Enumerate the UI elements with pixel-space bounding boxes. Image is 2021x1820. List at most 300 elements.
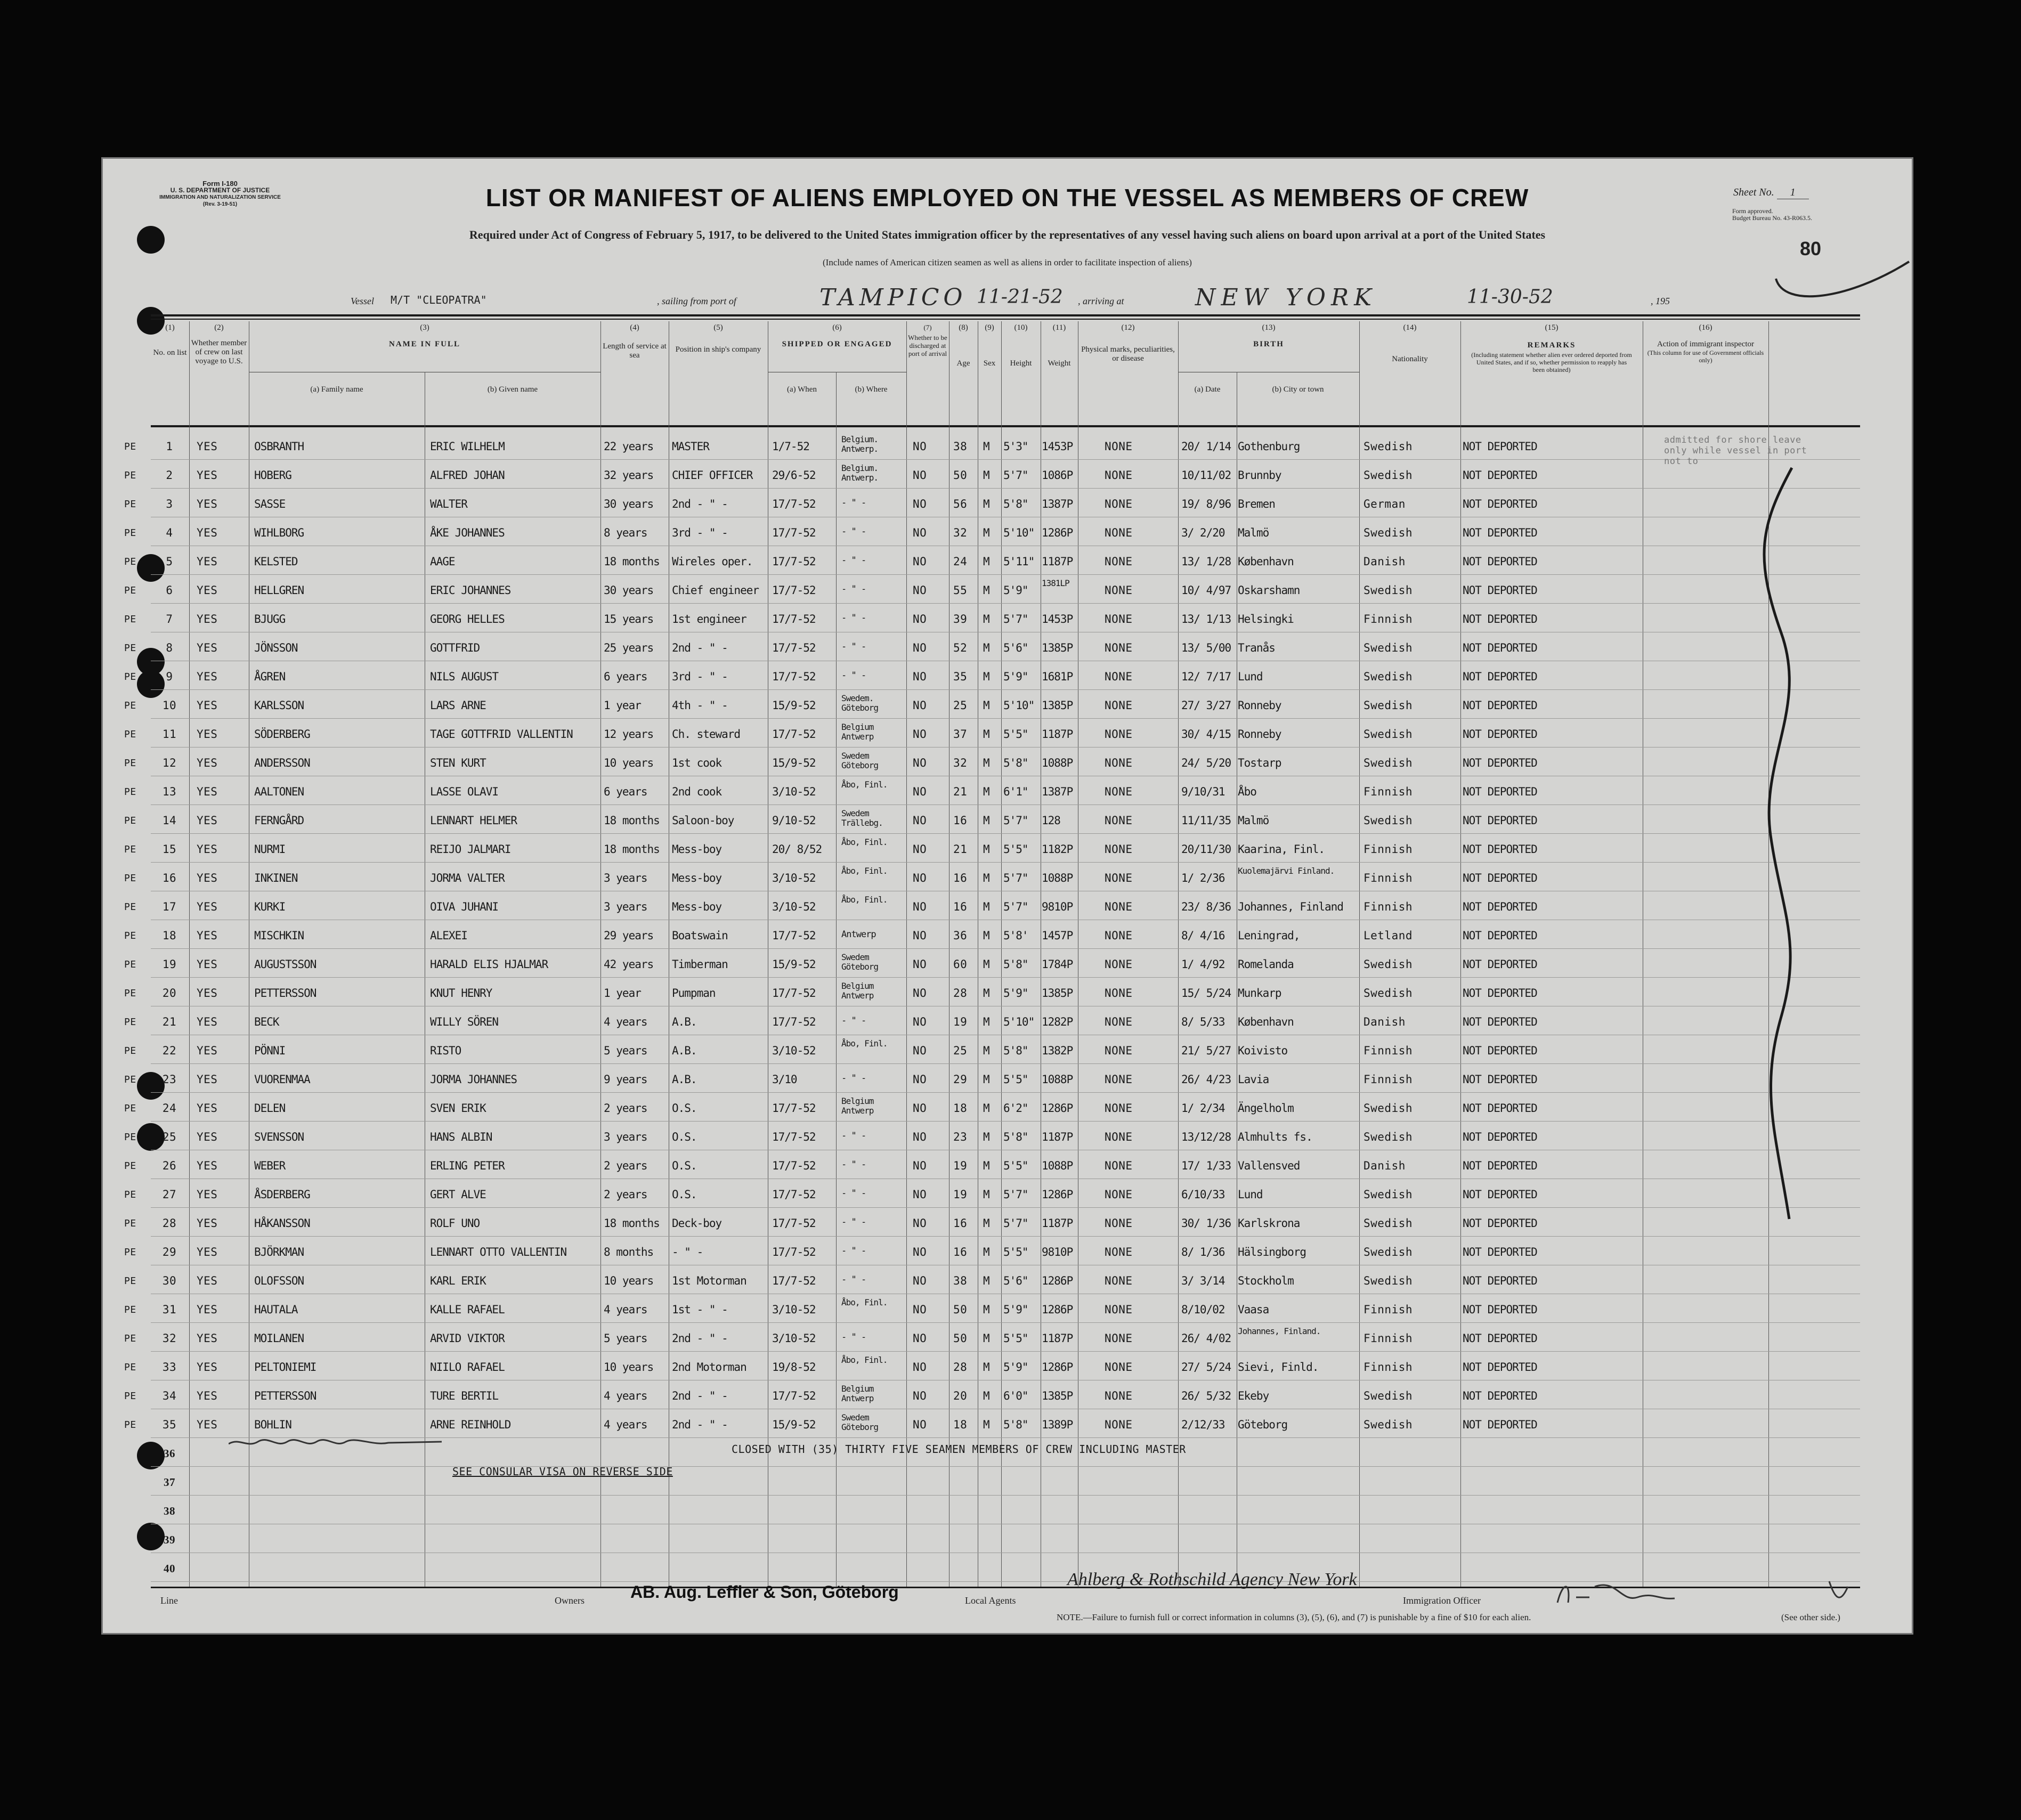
table-row-empty — [103, 1524, 1912, 1553]
cell-remarks: NOT DEPORTED — [1463, 555, 1537, 568]
form-service: IMMIGRATION AND NATURALIZATION SERVICE — [159, 194, 281, 200]
cell-when: 15/9-52 — [772, 1418, 816, 1431]
cell-bdate: 13/ 1/13 — [1181, 613, 1231, 625]
cell-service: 4 years — [604, 1390, 647, 1402]
cell-marks: NONE — [1105, 469, 1133, 482]
row-port-code: PE — [124, 844, 136, 855]
cell-n: 14 — [162, 814, 177, 827]
cell-bdate: 27/ 3/27 — [1181, 699, 1231, 712]
cell-nat: Swedish — [1363, 1246, 1413, 1258]
cell-marks: NONE — [1105, 1332, 1133, 1345]
cell-given: OIVA JUHANI — [430, 900, 499, 913]
table-row — [103, 1035, 1912, 1063]
cell-weight: 1088P — [1042, 872, 1073, 884]
cell-crew: YES — [197, 699, 218, 712]
cell-position: Mess-boy — [672, 900, 722, 913]
cell-service: 3 years — [604, 1131, 647, 1143]
table-row — [103, 718, 1912, 747]
cell-weight: 1387P — [1042, 785, 1073, 798]
cell-remarks: NOT DEPORTED — [1463, 1073, 1537, 1086]
cell-city: Göteborg — [1238, 1418, 1288, 1431]
table-row — [103, 1063, 1912, 1092]
cell-age: 28 — [953, 1361, 968, 1374]
cell-marks: NONE — [1105, 757, 1133, 769]
cell-service: 9 years — [604, 1073, 647, 1086]
cell-service: 22 years — [604, 440, 654, 453]
row-number: 40 — [164, 1562, 175, 1575]
cell-where: Swedem Trällebg. — [841, 808, 883, 828]
cell-position: MASTER — [672, 440, 709, 453]
row-port-code: PE — [124, 815, 136, 826]
cell-service: 18 months — [604, 814, 660, 827]
cell-height: 5'7" — [1003, 613, 1028, 625]
table-row — [103, 977, 1912, 1006]
cell-height: 5'8" — [1003, 1131, 1028, 1143]
cell-when: 17/7-52 — [772, 613, 816, 625]
cell-height: 6'2" — [1003, 1102, 1028, 1115]
cell-weight: 1187P — [1042, 1217, 1073, 1230]
cell-city: Helsingki — [1238, 613, 1294, 625]
row-port-code: PE — [124, 930, 136, 941]
cell-height: 5'5" — [1003, 1159, 1028, 1172]
cell-disch: NO — [913, 613, 927, 625]
cell-age: 36 — [953, 929, 968, 942]
cell-where: - " - — [841, 670, 866, 681]
manifest-sheet — [103, 159, 1912, 1633]
table-row — [103, 459, 1912, 488]
cell-height: 5'5" — [1003, 1332, 1028, 1345]
cell-given: NILS AUGUST — [430, 670, 499, 683]
row-port-code: PE — [124, 1247, 136, 1258]
cell-sex: M — [983, 1418, 991, 1431]
cell-sex: M — [983, 1015, 991, 1028]
cell-n: 25 — [162, 1131, 177, 1143]
cell-given: ERLING PETER — [430, 1159, 505, 1172]
cell-n: 5 — [166, 555, 173, 568]
cell-family: DELEN — [254, 1102, 286, 1115]
cell-when: 17/7-52 — [772, 1246, 816, 1258]
cell-disch: NO — [913, 1246, 927, 1258]
cell-position: 1st engineer — [672, 613, 746, 625]
cell-when: 17/7-52 — [772, 1131, 816, 1143]
cell-marks: NONE — [1105, 1418, 1133, 1431]
table-row — [103, 517, 1912, 546]
cell-height: 5'5" — [1003, 1246, 1028, 1258]
cell-crew: YES — [197, 843, 218, 856]
cell-where: - " - — [841, 613, 866, 623]
cell-disch: NO — [913, 498, 927, 510]
cell-crew: YES — [197, 555, 218, 568]
cell-given: GERT ALVE — [430, 1188, 486, 1201]
cell-family: PETTERSSON — [254, 987, 316, 1000]
column-header-5: (5) Position in ship's company — [675, 323, 761, 354]
cell-where: Antwerp — [841, 929, 876, 940]
cell-disch: NO — [913, 1188, 927, 1201]
cell-disch: NO — [913, 641, 927, 654]
cell-remarks: NOT DEPORTED — [1463, 1390, 1537, 1402]
column-header-2: (2) Whether member of crew on last voyage to U.S. — [191, 323, 247, 365]
column-header-14: (14) Nationality — [1392, 323, 1428, 363]
cell-weight: 1389P — [1042, 1418, 1073, 1431]
cell-crew: YES — [197, 757, 218, 769]
cell-remarks: NOT DEPORTED — [1463, 1159, 1537, 1172]
cell-sex: M — [983, 814, 991, 827]
cell-nat: Swedish — [1363, 526, 1413, 539]
cell-nat: Letland — [1363, 929, 1413, 942]
cell-sex: M — [983, 1217, 991, 1230]
cell-given: TURE BERTIL — [430, 1390, 499, 1402]
cell-weight: 1187P — [1042, 1332, 1073, 1345]
cell-disch: NO — [913, 1418, 927, 1431]
cell-given: WALTER — [430, 498, 467, 510]
cell-bdate: 3/ 3/14 — [1181, 1274, 1225, 1287]
cell-nat: Swedish — [1363, 1217, 1413, 1230]
cell-position: Saloon-boy — [672, 814, 734, 827]
cell-nat: Finnish — [1363, 1332, 1413, 1345]
cell-disch: NO — [913, 1044, 927, 1057]
cell-nat: Danish — [1363, 555, 1406, 568]
cell-bdate: 21/ 5/27 — [1181, 1044, 1231, 1057]
cell-height: 5'8" — [1003, 1418, 1028, 1431]
cell-disch: NO — [913, 1015, 927, 1028]
cell-age: 23 — [953, 1131, 968, 1143]
cell-age: 29 — [953, 1073, 968, 1086]
cell-position: O.S. — [672, 1131, 697, 1143]
cell-where: Åbo, Finl. — [841, 779, 888, 790]
cell-marks: NONE — [1105, 1246, 1133, 1258]
cell-remarks: NOT DEPORTED — [1463, 526, 1537, 539]
cell-position: Timberman — [672, 958, 728, 971]
cell-city: Ronneby — [1238, 728, 1281, 741]
cell-given: LENNART OTTO VALLENTIN — [430, 1246, 567, 1258]
cell-weight: 1187P — [1042, 728, 1073, 741]
cell-sex: M — [983, 1073, 991, 1086]
cell-bdate: 13/ 1/28 — [1181, 555, 1231, 568]
cell-marks: NONE — [1105, 1015, 1133, 1028]
cell-when: 17/7-52 — [772, 1015, 816, 1028]
cell-age: 50 — [953, 469, 968, 482]
cell-when: 15/9-52 — [772, 958, 816, 971]
cell-when: 17/7-52 — [772, 498, 816, 510]
cell-weight: 1286P — [1042, 1274, 1073, 1287]
row-port-code: PE — [124, 1189, 136, 1200]
cell-position: Deck-boy — [672, 1217, 722, 1230]
cell-height: 5'10" — [1003, 699, 1035, 712]
cell-nat: Swedish — [1363, 1418, 1413, 1431]
cell-age: 39 — [953, 613, 968, 625]
cell-family: ÅSDERBERG — [254, 1188, 310, 1201]
cell-position: 2nd - " - — [672, 1390, 728, 1402]
cell-disch: NO — [913, 555, 927, 568]
cell-weight: 1088P — [1042, 757, 1073, 769]
cell-n: 2 — [166, 469, 173, 482]
cell-crew: YES — [197, 670, 218, 683]
cell-height: 5'8" — [1003, 498, 1028, 510]
cell-sex: M — [983, 1274, 991, 1287]
cell-weight: 1187P — [1042, 1131, 1073, 1143]
cell-nat: Swedish — [1363, 469, 1413, 482]
cell-nat: Swedish — [1363, 1102, 1413, 1115]
table-top-rule — [151, 314, 1860, 316]
cell-age: 50 — [953, 1303, 968, 1316]
row-port-code: PE — [124, 643, 136, 654]
table-row — [103, 1236, 1912, 1265]
cell-family: HÅKANSSON — [254, 1217, 310, 1230]
cell-crew: YES — [197, 1303, 218, 1316]
cell-service: 1 year — [604, 987, 641, 1000]
cell-family: BJUGG — [254, 613, 286, 625]
include-note: (Include names of American citizen seamen as well as aliens in order to facilitate inspection of aliens) — [823, 257, 1192, 267]
cell-height: 5'7" — [1003, 900, 1028, 913]
cell-sex: M — [983, 670, 991, 683]
cell-service: 18 months — [604, 555, 660, 568]
cell-given: HANS ALBIN — [430, 1131, 492, 1143]
row-port-code: PE — [124, 1333, 136, 1344]
cell-age: 28 — [953, 987, 968, 1000]
cell-position: A.B. — [672, 1015, 697, 1028]
cell-position: O.S. — [672, 1102, 697, 1115]
cell-weight: 1182P — [1042, 843, 1073, 856]
cell-when: 3/10-52 — [772, 1332, 816, 1345]
cell-position: 2nd - " - — [672, 498, 728, 510]
cell-weight: 1385P — [1042, 987, 1073, 1000]
cell-when: 17/7-52 — [772, 670, 816, 683]
cell-city: Leningrad, — [1238, 929, 1300, 942]
cell-service: 4 years — [604, 1303, 647, 1316]
cell-city: Tranås — [1238, 641, 1275, 654]
cell-n: 8 — [166, 641, 173, 654]
row-port-code: PE — [124, 527, 136, 539]
cell-marks: NONE — [1105, 785, 1133, 798]
cell-city: Malmö — [1238, 526, 1269, 539]
family-name-header: (a) Family name — [310, 385, 363, 394]
cell-marks: NONE — [1105, 987, 1133, 1000]
footer-note: NOTE.—Failure to furnish full or correct information in columns (3), (5), (6), and (7) is punishable by a fine of $10 for each alien. — [1057, 1612, 1531, 1622]
cell-position: - " - — [672, 1246, 703, 1258]
column-header-10: (10) Height — [1010, 323, 1032, 368]
row-port-code: PE — [124, 700, 136, 711]
cell-weight: 1681P — [1042, 670, 1073, 683]
cell-when: 17/7-52 — [772, 1159, 816, 1172]
cell-city: Vallensved — [1238, 1159, 1300, 1172]
column-header-16: (16) Action of immigrant inspector (This column for use of Government officials only) — [1647, 323, 1764, 364]
cell-service: 2 years — [604, 1102, 647, 1115]
cell-position: 1st - " - — [672, 1303, 728, 1316]
cell-nat: Swedish — [1363, 1131, 1413, 1143]
cell-disch: NO — [913, 469, 927, 482]
row-port-code: PE — [124, 556, 136, 567]
row-port-code: PE — [124, 1132, 136, 1143]
table-row — [103, 1006, 1912, 1035]
cell-disch: NO — [913, 1303, 927, 1316]
cell-n: 10 — [162, 699, 177, 712]
cell-bdate: 13/ 5/00 — [1181, 641, 1231, 654]
column-header-9: (9) Sex — [983, 323, 996, 368]
cell-remarks: NOT DEPORTED — [1463, 1274, 1537, 1287]
cell-city: Bremen — [1238, 498, 1275, 510]
table-row — [103, 488, 1912, 517]
table-row-empty — [103, 1495, 1912, 1524]
cell-city: Romelanda — [1238, 958, 1294, 971]
cell-disch: NO — [913, 1159, 927, 1172]
cell-when: 17/7-52 — [772, 987, 816, 1000]
cell-marks: NONE — [1105, 584, 1133, 597]
cell-when: 1/7-52 — [772, 440, 809, 453]
form-department: U. S. DEPARTMENT OF JUSTICE — [170, 186, 270, 194]
cell-bdate: 1/ 4/92 — [1181, 958, 1225, 971]
cell-family: PÖNNI — [254, 1044, 286, 1057]
cell-city: Sievi, Finld. — [1238, 1361, 1319, 1374]
cell-remarks: NOT DEPORTED — [1463, 987, 1537, 1000]
table-row — [103, 632, 1912, 661]
cell-remarks: NOT DEPORTED — [1463, 1332, 1537, 1345]
cell-city: Kaarina, Finl. — [1238, 843, 1325, 856]
port-to: NEW YORK — [1195, 284, 1377, 311]
cell-where: Åbo, Finl. — [841, 1355, 888, 1365]
cell-age: 37 — [953, 728, 968, 741]
cell-family: OLOFSSON — [254, 1274, 304, 1287]
cell-crew: YES — [197, 440, 218, 453]
cell-age: 60 — [953, 958, 968, 971]
cell-sex: M — [983, 785, 991, 798]
cell-when: 17/7-52 — [772, 1217, 816, 1230]
cell-crew: YES — [197, 814, 218, 827]
cell-age: 38 — [953, 1274, 968, 1287]
cell-disch: NO — [913, 843, 927, 856]
cell-remarks: NOT DEPORTED — [1463, 958, 1537, 971]
cell-height: 5'9" — [1003, 670, 1028, 683]
cell-service: 15 years — [604, 613, 654, 625]
cell-bdate: 26/ 4/23 — [1181, 1073, 1231, 1086]
cell-bdate: 19/ 8/96 — [1181, 498, 1231, 510]
cell-disch: NO — [913, 526, 927, 539]
cell-position: A.B. — [672, 1073, 697, 1086]
cell-age: 21 — [953, 843, 968, 856]
cell-remarks: NOT DEPORTED — [1463, 757, 1537, 769]
cell-weight: 1457P — [1042, 929, 1073, 942]
cell-nat: Swedish — [1363, 440, 1413, 453]
cell-nat: Swedish — [1363, 1274, 1413, 1287]
cell-weight: 1385P — [1042, 699, 1073, 712]
cell-city: Koivisto — [1238, 1044, 1288, 1057]
cell-age: 19 — [953, 1015, 968, 1028]
row-port-code: PE — [124, 1017, 136, 1028]
cell-city: Ängelholm — [1238, 1102, 1294, 1115]
table-row — [103, 920, 1912, 948]
cell-sex: M — [983, 987, 991, 1000]
cell-nat: Finnish — [1363, 613, 1413, 625]
cell-sex: M — [983, 872, 991, 884]
cell-position: Mess-boy — [672, 872, 722, 884]
cell-disch: NO — [913, 958, 927, 971]
arrival-date: 11-30-52 — [1467, 286, 1553, 308]
cell-bdate: 8/ 4/16 — [1181, 929, 1225, 942]
cell-weight: 1385P — [1042, 641, 1073, 654]
cell-sex: M — [983, 1044, 991, 1057]
cell-bdate: 13/12/28 — [1181, 1131, 1231, 1143]
cell-when: 20/ 8/52 — [772, 843, 822, 856]
cell-bdate: 2/12/33 — [1181, 1418, 1225, 1431]
cell-family: VUORENMAA — [254, 1073, 310, 1086]
cell-where: - " - — [841, 1188, 866, 1199]
cell-when: 17/7-52 — [772, 929, 816, 942]
cell-n: 18 — [162, 929, 177, 942]
cell-n: 6 — [166, 584, 173, 597]
table-row — [103, 1380, 1912, 1409]
cell-service: 10 years — [604, 1274, 654, 1287]
cell-bdate: 12/ 7/17 — [1181, 670, 1231, 683]
cell-family: NURMI — [254, 843, 286, 856]
cell-disch: NO — [913, 1102, 927, 1115]
cell-service: 4 years — [604, 1418, 647, 1431]
cell-crew: YES — [197, 728, 218, 741]
cell-n: 20 — [162, 987, 177, 1000]
cell-age: 25 — [953, 1044, 968, 1057]
cell-position: Chief engineer — [672, 584, 759, 597]
cell-family: INKINEN — [254, 872, 298, 884]
cell-where: - " - — [841, 1217, 866, 1228]
cell-age: 16 — [953, 1246, 968, 1258]
cell-given: ARNE REINHOLD — [430, 1418, 511, 1431]
cell-disch: NO — [913, 929, 927, 942]
cell-position: CHIEF OFFICER — [672, 469, 753, 482]
cell-weight: 1387P — [1042, 498, 1073, 510]
row-port-code: PE — [124, 1045, 136, 1057]
row-number: 37 — [164, 1476, 175, 1489]
cell-where: - " - — [841, 526, 866, 537]
cell-given: ARVID VIKTOR — [430, 1332, 505, 1345]
cell-service: 6 years — [604, 670, 647, 683]
cell-crew: YES — [197, 872, 218, 884]
cell-n: 11 — [162, 728, 177, 741]
cell-weight: 9810P — [1042, 1246, 1073, 1258]
cell-nat: Finnish — [1363, 1303, 1413, 1316]
cell-sex: M — [983, 1246, 991, 1258]
cell-position: 4th - " - — [672, 699, 728, 712]
cell-disch: NO — [913, 757, 927, 769]
cell-n: 35 — [162, 1418, 177, 1431]
cell-service: 6 years — [604, 785, 647, 798]
cell-marks: NONE — [1105, 814, 1133, 827]
cell-disch: NO — [913, 1361, 927, 1374]
agents-signature: Ahlberg & Rothschild Agency New York — [1067, 1570, 1357, 1589]
cell-age: 18 — [953, 1418, 968, 1431]
owners-value: AB. Aug. Leffler & Son, Göteborg — [630, 1582, 899, 1602]
cell-age: 38 — [953, 440, 968, 453]
cell-position: 2nd - " - — [672, 1418, 728, 1431]
cell-where: - " - — [841, 498, 866, 508]
cell-n: 32 — [162, 1332, 177, 1345]
cell-city: Gothenburg — [1238, 440, 1300, 453]
column-header-8: (8) Age — [956, 323, 970, 368]
officer-label: Immigration Officer — [1403, 1595, 1481, 1606]
officer-signature — [1552, 1576, 1850, 1608]
cell-family: AUGUSTSSON — [254, 958, 316, 971]
cell-n: 13 — [162, 785, 177, 798]
cell-height: 5'5" — [1003, 728, 1028, 741]
cell-city: Kuolemajärvi Finland. — [1238, 866, 1335, 876]
cell-bdate: 1/ 2/36 — [1181, 872, 1225, 884]
cell-where: Åbo, Finl. — [841, 1038, 888, 1049]
cell-service: 30 years — [604, 498, 654, 510]
cell-n: 26 — [162, 1159, 177, 1172]
cell-marks: NONE — [1105, 1159, 1133, 1172]
cell-family: BOHLIN — [254, 1418, 291, 1431]
cell-family: ANDERSSON — [254, 757, 310, 769]
cell-bdate: 27/ 5/24 — [1181, 1361, 1231, 1374]
table-row — [103, 1265, 1912, 1294]
vessel-label: Vessel — [351, 296, 374, 306]
